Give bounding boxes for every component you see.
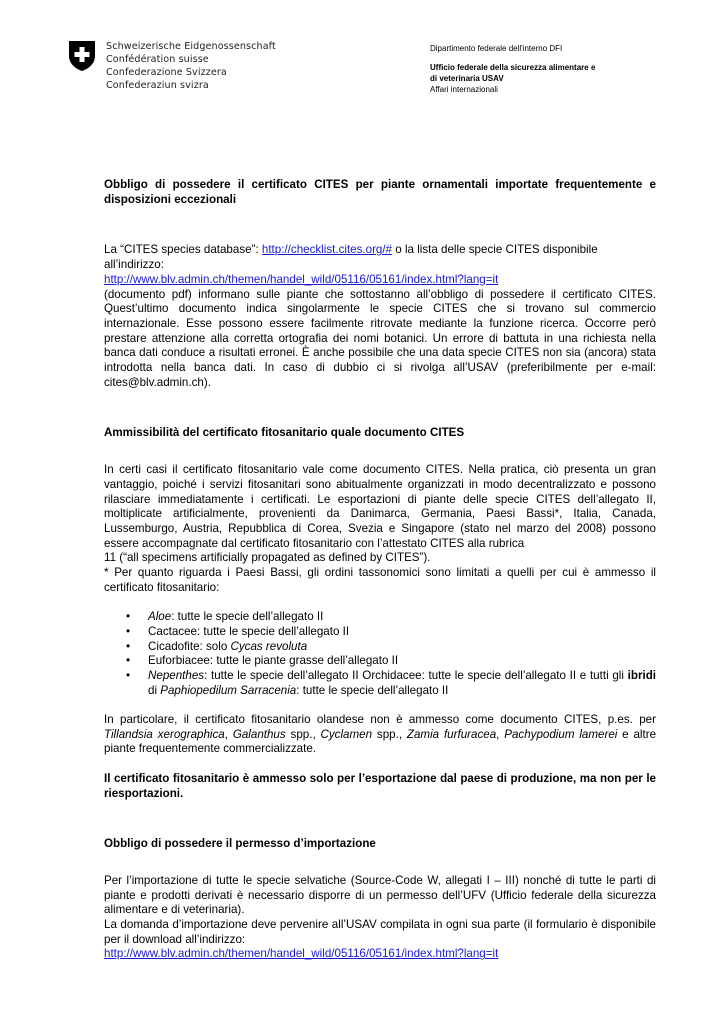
section3-para1: Per l’importazione di tutte le specie selvatiche (Source-Code W, allegati I – III) nonché di tutte le parti di piante e prodotti derivati è necessario disporre di un permesso dell’UFV (Ufficio federale della sicurezza alimentare e di veterinaria). — [104, 873, 656, 917]
confederation-line-rm: Confederaziun svizra — [106, 80, 209, 91]
department-block — [430, 43, 680, 95]
unit-name: Affari internazionali — [430, 85, 498, 94]
taxonomic-orders-list — [104, 610, 656, 698]
blv-download-link[interactable]: http://www.blv.admin.ch/themen/handel_wild/05116/05161/index.html?lang=it — [104, 947, 499, 961]
list-item: • Cactacee: tutte le specie dell’allegato II — [104, 625, 656, 640]
intro-mid: o la lista delle specie CITES disponibile all’indirizzo: — [104, 243, 598, 272]
list-item: • Nepenthes: tutte le specie dell’allegato II Orchidacee: tutte le specie dell’allegato II e tutti gli ibridi di Paphiopedilum Sarracenia: tutte le specie dell’allegato II — [104, 669, 656, 698]
section3-para2: La domanda d’importazione deve pervenire all’USAV compilata in ogni sua parte (il formulario è disponibile per il download all’indirizzo: — [104, 918, 656, 946]
section2-para1-end: 11 (“all specimens artificially propagated as defined by CITES”). — [104, 551, 431, 565]
cites-checklist-link[interactable]: http://checklist.cites.org/# — [261, 243, 393, 257]
list-item: • Cicadofite: solo Cycas revoluta — [104, 640, 656, 655]
swiss-coat-of-arms-logo — [68, 40, 96, 72]
confederation-line-fr: Confédération suisse — [106, 54, 209, 65]
confederation-wordmark — [106, 40, 276, 92]
section2-title: Ammissibilità del certificato fitosanitario quale documento CITES — [104, 426, 465, 440]
intro-prefix: La “CITES species database”: — [104, 243, 262, 257]
blv-index-link[interactable]: http://www.blv.admin.ch/themen/handel_wild/05116/05161/index.html?lang=it — [104, 272, 499, 286]
section1-title: Obbligo di possedere il certificato CITES per piante ornamentali importate frequentemente e disposizioni eccezionali — [104, 178, 656, 206]
section2-note: * Per quanto riguarda i Paesi Bassi, gli ordini tassonomici sono limitati a quelli per cui è ammesso il certificato fitosanitario: — [104, 566, 656, 594]
document-body — [104, 178, 656, 962]
section1-intro — [104, 243, 656, 272]
section2-bold-note: Il certificato fitosanitario è ammesso solo per l’esportazione dal paese di produzione, ma non per le riesportazioni. — [104, 771, 656, 800]
section2-para1: In certi casi il certificato fitosanitario vale come documento CITES. Nella pratica, ciò presenta un gran vantaggio, poiché i servizi fitosanitari sono abitualmente organizzati in modo decentralizzato e possono rilasciare immediatamente i certificati. Le esportazioni di piante delle specie CITES dell’allegato II, moltiplicate artificialmente, provenienti da Danimarca, Germania, Paesi Bassi*, Italia, Canada, Lussemburgo, Austria, Repubblica di Corea, Svezia e Singapore (stato nel marzo del 2008) possono essere accompagnate dal certificato fitosanitario con l’attestato CITES alla rubrica — [104, 463, 656, 550]
office-name-line1: Ufficio federale della sicurezza alimentare e — [430, 63, 596, 72]
department-name: Dipartimento federale dell'interno DFI — [430, 44, 563, 53]
section3-title: Obbligo di possedere il permesso d’importazione — [104, 837, 376, 851]
list-item: • Aloe: tutte le specie dell’allegato II — [104, 610, 656, 625]
confederation-line-it: Confederazione Svizzera — [106, 67, 227, 78]
section2-para2: In particolare, il certificato fitosanitario olandese non è ammesso come documento CITES, p.es. per Tillandsia xerographica, Galanthus spp., Cyclamen spp., Zamia furfuracea, Pachypodium lamerei e altre piante frequentemente commercializzate. — [104, 713, 657, 756]
list-item: • Euforbiacee: tutte le piante grasse dell’allegato II — [104, 654, 656, 669]
section1-body: (documento pdf) informano sulle piante che sottostanno all’obbligo di possedere il certificato CITES. Quest’ultimo documento indica singolarmente le specie CITES che si trovano sul commercio internazionale. Esse possono essere facilmente ritrovate mediante la funzione ricerca. Occorre però prestare attenzione alla corretta ortografia dei nomi botanici. Un errore di battuta in una richiesta nella banca dati conduce a risultati erronei. È anche possibile che una data specie CITES non sia (ancora) stata introdotta nella banca dati. In caso di dubbio ci si rivolga all’USAV (preferibilmente per e-mail: cites@blv.admin.ch). — [104, 287, 656, 389]
confederation-line-de: Schweizerische Eidgenossenschaft — [106, 41, 276, 52]
office-name-line2: di veterinaria USAV — [430, 74, 504, 83]
